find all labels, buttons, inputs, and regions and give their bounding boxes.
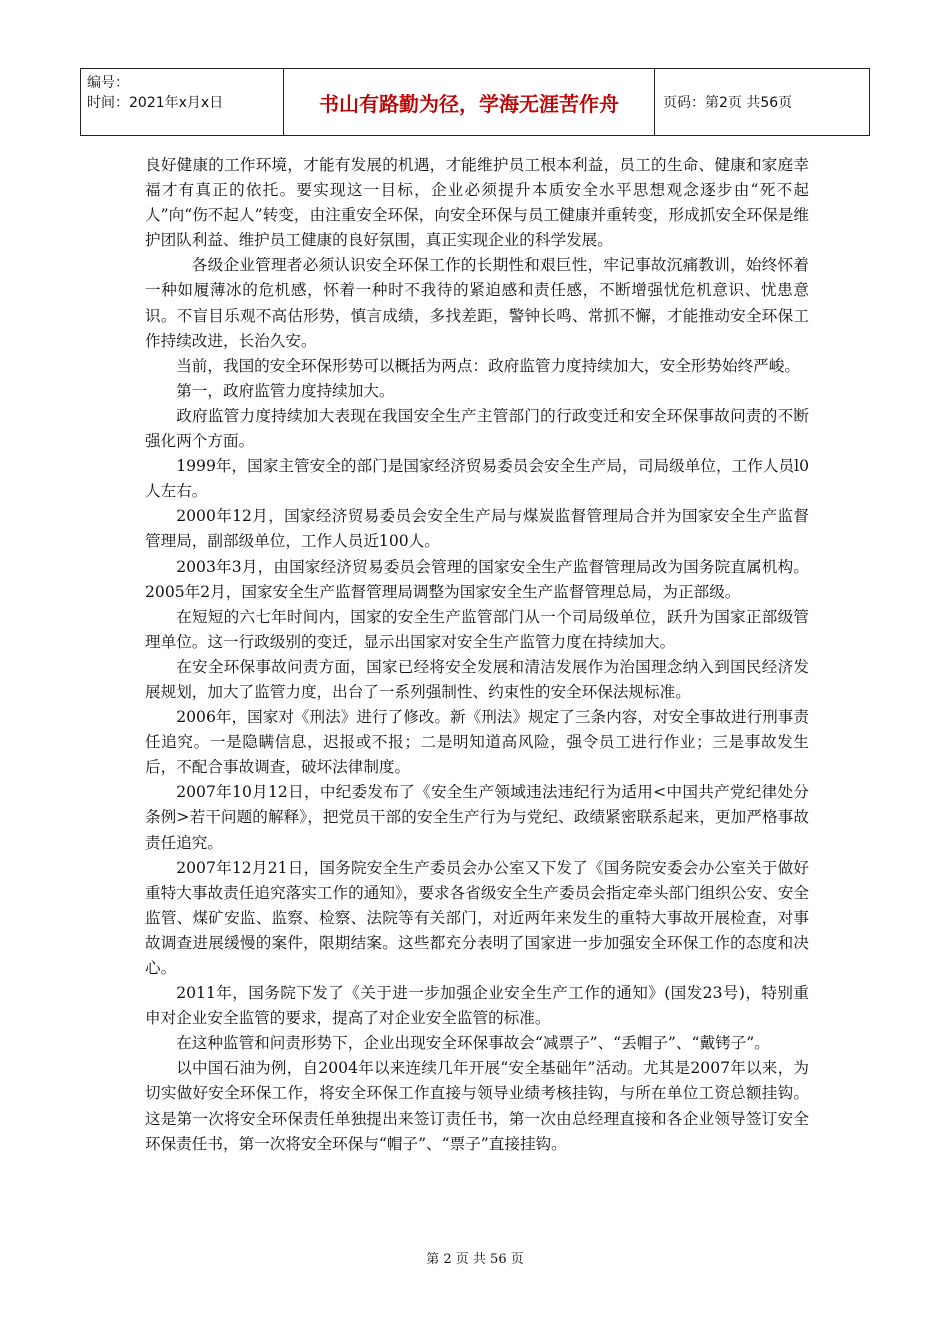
paragraph: 2003年3月，由国家经济贸易委员会管理的国家安全生产监督管理局改为国务院直属机构。2005年2月，国家安全生产监督管理局调整为国家安全生产监督管理总局，为正部级。 bbox=[145, 557, 809, 601]
paragraph: 各级企业管理者必须认识安全环保工作的长期性和艰巨性，牢记事故沉痛教训，始终怀着一种如履薄冰的危机感，怀着一种时不我待的紧迫感和责任感，不断增强忧危机意识、忧患意识。不盲目乐观不高估形势，慎言成绩，多找差距，警钟长鸣、常抓不懈，才能推动安全环保工作持续改进，长治久安。 bbox=[145, 256, 809, 350]
paragraph: 在这种监管和问责形势下，企业出现安全环保事故会“减票子”、“丢帽子”、“戴铐子”。 bbox=[176, 1034, 770, 1053]
paragraph: 2006年，国家对《刑法》进行了修改。新《刑法》规定了三条内容，对安全事故进行刑事责任追究。一是隐瞒信息，迟报或不报；二是明知道高风险，强令员工进行作业；三是事故发生后，不配合事故调查，破坏法律制度。 bbox=[145, 708, 809, 777]
paragraph: 2011年，国务院下发了《关于进一步加强企业安全生产工作的通知》(国发23号)，特别重申对企业安全监管的要求，提高了对企业安全监管的标准。 bbox=[145, 984, 809, 1028]
paragraph: 2007年12月21日，国务院安全生产委员会办公室又下发了《国务院安委会办公室关于做好重特大事故责任追究落实工作的通知》，要求各省级安全生产委员会指定牵头部门组织公安、安全监管、煤矿安监、监察、检察、法院等有关部门，对近两年来发生的重特大事故开展检查，对事故调查进展缓慢的案件，限期结案。这些都充分表明了国家进一步加强安全环保工作的态度和决心。 bbox=[145, 858, 809, 977]
paragraph: 当前，我国的安全环保形势可以概括为两点：政府监管力度持续加大，安全形势始终严峻。 bbox=[176, 356, 800, 375]
document-number-label: 编号： bbox=[87, 75, 129, 91]
header-page-info: 页码：第2页 共56页 bbox=[663, 95, 793, 111]
paragraph: 1999年，国家主管安全的部门是国家经济贸易委员会安全生产局，司局级单位，工作人员l0人左右。 bbox=[145, 457, 809, 501]
paragraph: 在安全环保事故问责方面，国家已经将安全发展和清洁发展作为治国理念纳入到国民经济发展规划，加大了监管力度，出台了一系列强制性、约束性的安全环保法规标准。 bbox=[145, 657, 809, 701]
document-header bbox=[80, 68, 870, 136]
paragraph: 2007年10月12日，中纪委发布了《安全生产领域违法违纪行为适用<中国共产党纪律处分条例>若干问题的解释》，把党员干部的安全生产行为与党纪、政绩紧密联系起来，更加严格事故责任追究。 bbox=[145, 783, 809, 852]
paragraph: 以中国石油为例，自2004年以来连续几年开展“安全基础年”活动。尤其是2007年以来，为切实做好安全环保工作，将安全环保工作直接与领导业绩考核挂钩，与所在单位工资总额挂钩。这是第一次将安全环保责任单独提出来签订责任书，第一次由总经理直接和各企业领导签订安全环保责任书，第一次将安全环保与“帽子”、“票子”直接挂钩。 bbox=[145, 1059, 809, 1153]
document-body bbox=[145, 153, 809, 1157]
header-meta-cell bbox=[81, 69, 284, 135]
paragraph: 2000年12月，国家经济贸易委员会安全生产局与煤炭监督管理局合并为国家安全生产监督管理局，副部级单位，工作人员近100人。 bbox=[145, 507, 809, 551]
paragraph: 良好健康的工作环境，才能有发展的机遇，才能维护员工根本利益，员工的生命、健康和家庭幸福才有真正的依托。要实现这一目标，企业必须提升本质安全水平思想观念逐步由“死不起人”向“伤不起人”转变，由注重安全环保，向安全环保与员工健康并重转变，形成抓安全环保是维护团队利益、维护员工健康的良好氛围，真正实现企业的科学发展。 bbox=[145, 156, 809, 250]
paragraph: 第一，政府监管力度持续加大。 bbox=[176, 381, 395, 400]
document-time-label: 时间：2021年x月x日 bbox=[87, 95, 224, 111]
page-footer: 第 2 页 共 56 页 bbox=[426, 1252, 524, 1267]
header-motto: 书山有路勤为径，学海无涯苦作舟 bbox=[284, 69, 655, 135]
paragraph: 在短短的六七年时间内，国家的安全生产监管部门从一个司局级单位，跃升为国家正部级管理单位。这一行政级别的变迁，显示出国家对安全生产监管力度在持续加大。 bbox=[145, 607, 809, 651]
paragraph: 政府监管力度持续加大表现在我国安全生产主管部门的行政变迁和安全环保事故问责的不断强化两个方面。 bbox=[145, 406, 809, 451]
